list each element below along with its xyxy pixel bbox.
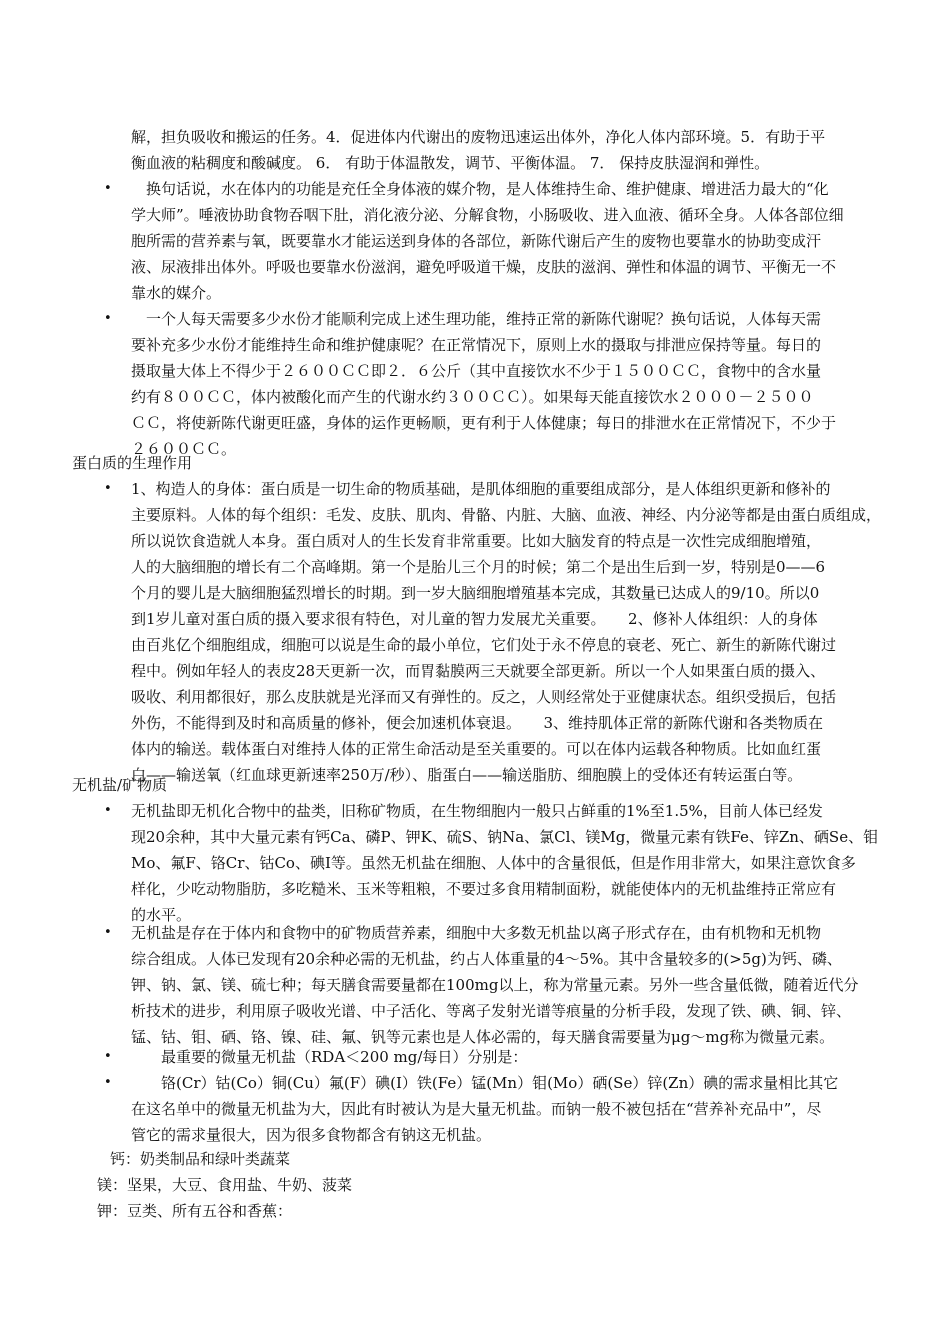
paragraph [0, 1172, 950, 1198]
text-line: 吸收、利用都很好，那么皮肤就是光泽而又有弹性的。反之，人则经常处于亚健康状态。组织受损后，包括 [131, 688, 837, 706]
paragraph [0, 920, 950, 1050]
text-line: 个月的婴儿是大脑细胞猛烈增长的时期。到一岁大脑细胞增殖基本完成，其数量已达成人的9/10。所以0 [131, 584, 820, 602]
text-line: 学大师”。唾液协助食物吞咽下肚，消化液分泌、分解食物，小肠吸收、进入血液、循环全身。人体各部位细 [131, 206, 844, 224]
text-line: 由百兆亿个细胞组成，细胞可以说是生命的最小单位，它们处于永不停息的衰老、死亡、新生的新陈代谢过 [131, 636, 837, 654]
text-line: 要补充多少水份才能维持生命和维护健康呢？在正常情况下，原则上水的摄取与排泄应保持等量。每日的 [131, 336, 822, 354]
text-line: 镁：坚果，大豆、食用盐、牛奶、菠菜 [97, 1176, 353, 1194]
paragraph [0, 1146, 950, 1172]
text-line: 无机盐即无机化合物中的盐类，旧称矿物质，在生物细胞内一般只占鲜重的1%至1.5%，目前人体已经发 [131, 802, 823, 820]
paragraph [0, 176, 950, 306]
text-line: 1、构造人的身体：蛋白质是一切生命的物质基础，是肌体细胞的重要组成部分，是人体组织更新和修补的 [131, 480, 831, 498]
text-line: 现20余种，其中大量元素有钙Ca、磷P、钾K、硫S、钠Na、氯Cl、镁Mg，微量元素有铁Fe、锌Zn、硒Se、钼 [131, 828, 879, 846]
text-line: ２６００ＣＣ。 [131, 440, 237, 458]
text-line: 钾、钠、氯、镁、硫七种；每天膳食需要量都在100mg以上，称为常量元素。另外一些含量低微，随着近代分 [131, 976, 859, 994]
text-line: Mo、氟F、铬Cr、钴Co、碘I等。虽然无机盐在细胞、人体中的含量很低，但是作用非常大，如果注意饮食多 [131, 854, 856, 872]
paragraph [0, 124, 950, 176]
text-line: 外伤，不能得到及时和高质量的修补，便会加速机体衰退。 3、维持肌体正常的新陈代谢和各类物质在 [131, 714, 824, 732]
text-line: ＣＣ，将使新陈代谢更旺盛，身体的运作更畅顺，更有利于人体健康；每日的排泄水在正常情况下，不少于 [131, 414, 837, 432]
text-line: 液、尿液排出体外。呼吸也要靠水份滋润，避免呼吸道干燥，皮肤的滋润、弹性和体温的调节、平衡无一不 [131, 258, 837, 276]
text-line: 管它的需求量很大，因为很多食物都含有钠这无机盐。 [131, 1126, 492, 1144]
text-line: 靠水的媒介。 [131, 284, 222, 302]
paragraph [0, 476, 950, 788]
text-line: 到1岁儿童对蛋白质的摄入要求很有特色，对儿童的智力发展尤关重要。 2、修补人体组织：人的身体 [131, 610, 818, 628]
bullet-icon: • [104, 925, 112, 940]
text-line: 衡血液的粘稠度和酸碱度。 6． 有助于体温散发，调节、平衡体温。 7． 保持皮肤湿润和弹性。 [131, 154, 770, 172]
text-line: 最重要的微量无机盐（RDA＜200 mg/每日）分别是： [131, 1048, 528, 1066]
bullet-icon: • [104, 481, 112, 496]
text-line: 一个人每天需要多少水份才能顺利完成上述生理功能，维持正常的新陈代谢呢？换句话说，人体每天需 [131, 310, 822, 328]
text-line: 锰、钴、钼、硒、铬、镍、硅、氟、钒等元素也是人体必需的，每天膳食需要量为μg～mg称为微量元素。 [131, 1028, 835, 1046]
text-line: 胞所需的营养素与氧，既要靠水才能运送到身体的各部位，新陈代谢后产生的废物也要靠水的协助变成汗 [131, 232, 822, 250]
text-line: 主要原料。人体的每个组织：毛发、皮肤、肌肉、骨骼、内脏、大脑、血液、神经、内分泌等都是由蛋白质组成， [131, 506, 882, 524]
bullet-icon: • [104, 1075, 112, 1090]
paragraph [0, 306, 950, 462]
text-line: 蛋白质的生理作用 [72, 454, 193, 472]
text-line: 无机盐/矿物质 [72, 776, 168, 794]
bullet-icon: • [104, 803, 112, 818]
text-line: 在这名单中的微量无机盐为大，因此有时被认为是大量无机盐。而钠一般不被包括在“营养补充品中”，尽 [131, 1100, 822, 1118]
bullet-icon: • [104, 1049, 112, 1064]
text-line: 换句话说，水在体内的功能是充任全身体液的媒介物，是人体维持生命、维护健康、增进活力最大的“化 [131, 180, 829, 198]
text-line: 析技术的进步，利用原子吸收光谱、中子活化、等离子发射光谱等痕量的分析手段，发现了铁、碘、铜、锌、 [131, 1002, 852, 1020]
text-line: 程中。例如年轻人的表皮28天更新一次，而胃黏膜两三天就要全部更新。所以一个人如果蛋白质的摄入、 [131, 662, 826, 680]
section-heading [0, 450, 950, 476]
text-line: 钙：奶类制品和绿叶类蔬菜 [110, 1150, 291, 1168]
text-line: 综合组成。人体已发现有20余种必需的无机盐，约占人体重量的4～5%。其中含量较多的(>5g)为钙、磷、 [131, 950, 842, 968]
paragraph [0, 798, 950, 928]
text-line: 人的大脑细胞的增长有二个高峰期。第一个是胎儿三个月的时候；第二个是出生后到一岁，特别是0——6 [131, 558, 826, 576]
text-line: 约有８００ＣＣ，体内被酸化而产生的代谢水约３００ＣＣ）。如果每天能直接饮水２０００－２５００ [131, 388, 814, 406]
text-line: 摄取量大体上不得少于２６００ＣＣ即２．６公斤（其中直接饮水不少于１５００ＣＣ，食物中的含水量 [131, 362, 822, 380]
text-line: 钾：豆类、所有五谷和香蕉： [97, 1202, 293, 1220]
text-line: 无机盐是存在于体内和食物中的矿物质营养素，细胞中大多数无机盐以离子形式存在，由有机物和无机物 [131, 924, 822, 942]
paragraph [0, 1044, 950, 1070]
bullet-icon: • [104, 181, 112, 196]
text-line: 样化，少吃动物脂肪，多吃糙米、玉米等粗粮，不要过多食用精制面粉，就能使体内的无机盐维持正常应有 [131, 880, 837, 898]
text-line: 白——输送氧（红血球更新速率250万/秒）、脂蛋白——输送脂肪、细胞膜上的受体还有转运蛋白等。 [131, 766, 803, 784]
text-line: 铬(Cr）钴(Co）铜(Cu）氟(F）碘(I）铁(Fe）锰(Mn）钼(Mo）硒(Se）锌(Zn）碘的需求量相比其它 [131, 1074, 839, 1092]
paragraph [0, 1070, 950, 1148]
paragraph [0, 1198, 950, 1224]
text-line: 所以说饮食造就人本身。蛋白质对人的生长发育非常重要。比如大脑发育的特点是一次性完成细胞增殖， [131, 532, 822, 550]
bullet-icon: • [104, 311, 112, 326]
text-line: 解，担负吸收和搬运的任务。4．促进体内代谢出的废物迅速运出体外，净化人体内部环境。5．有助于平 [131, 128, 826, 146]
section-heading [0, 772, 950, 798]
text-line: 体内的输送。载体蛋白对维持人体的正常生命活动是至关重要的。可以在体内运载各种物质。比如血红蛋 [131, 740, 822, 758]
text-line: 的水平。 [131, 906, 192, 924]
